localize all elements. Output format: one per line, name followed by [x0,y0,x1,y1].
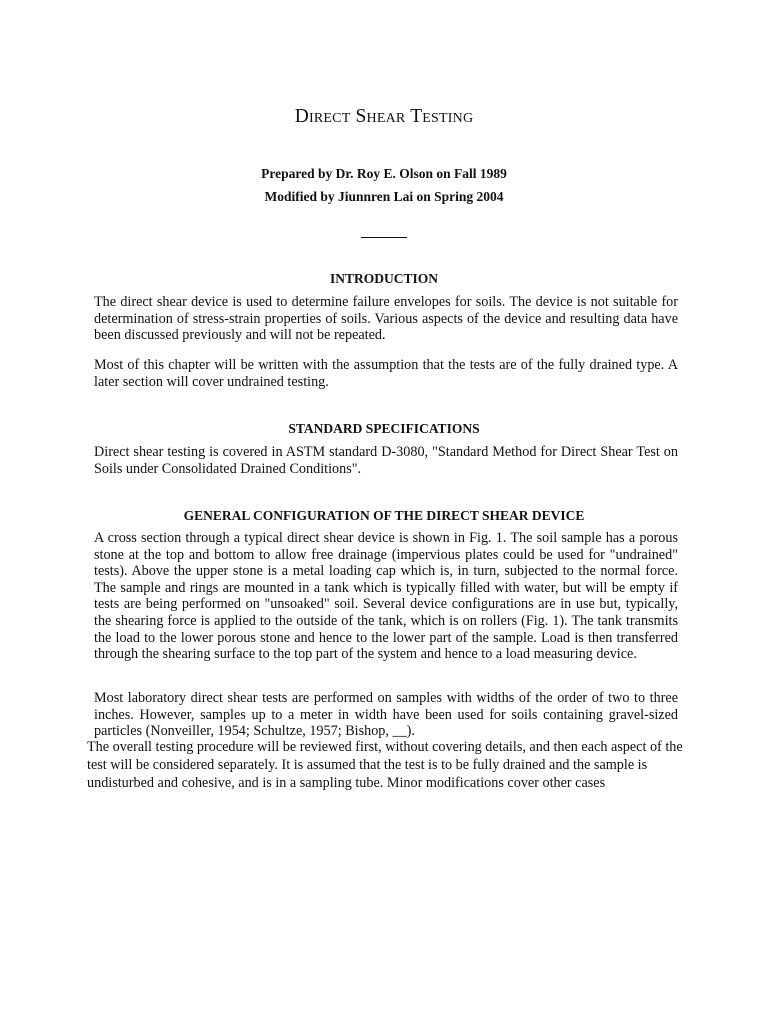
general-configuration-paragraph-3: The overall testing procedure will be reviewed first, without covering details, and then each aspect of the test will be considered separately. It is assumed that the test is to be fully drained and the sample is undisturbed and cohesive, and is in a sampling tube. Minor modifications cover other cases [87,739,683,791]
introduction-heading: INTRODUCTION [329,271,438,286]
general-configuration-paragraph-1: A cross section through a typical direct shear device is shown in Fig. 1. The soil sample has a porous stone at the top and bottom to allow free drainage (impervious plates could be used for "undrained" tests). Above the upper stone is a metal loading cap which is, in turn, subjected to the normal force. The sample and rings are mounted in a tank which is typically filled with water, but will be empty if tests are being performed on "unsoaked" soil. Several device configurations are in use but, typically, the shearing force is applied to the outside of the tank, which is on rollers (Fig. 1). The tank transmits the load to the lower porous stone and hence to the lower part of the sample. Load is then transferred through the shearing surface to the top part of the system and hence to a load measuring device. [94,530,678,663]
modified-by-line: Modified by Jiunnren Lai on Spring 2004 [264,189,504,204]
general-configuration-paragraph-2: Most laboratory direct shear tests are performed on samples with widths of the order of two to three inches. However, samples up to a meter in width have been used for soils containing gravel-sized particles (Nonveiller, 1954; Schultze, 1957; Bishop, __). [94,690,678,740]
document-title: Direct Shear Testing [294,106,474,127]
general-configuration-heading: GENERAL CONFIGURATION OF THE DIRECT SHEAR DEVICE [183,508,585,523]
prepared-by-line: Prepared by Dr. Roy E. Olson on Fall 1989 [261,166,507,181]
title-divider [361,237,407,238]
introduction-paragraph-1: The direct shear device is used to determine failure envelopes for soils. The device is not suitable for determination of stress-strain properties of soils. Various aspects of the device and resulting data have been discussed previously and will not be repeated. [94,294,678,344]
standard-specifications-heading: STANDARD SPECIFICATIONS [288,421,480,436]
introduction-paragraph-2: Most of this chapter will be written with the assumption that the tests are of the fully drained type. A later section will cover undrained testing. [94,357,678,390]
standard-specifications-paragraph: Direct shear testing is covered in ASTM standard D-3080, "Standard Method for Direct Shear Test on Soils under Consolidated Drained Conditions". [94,444,678,477]
